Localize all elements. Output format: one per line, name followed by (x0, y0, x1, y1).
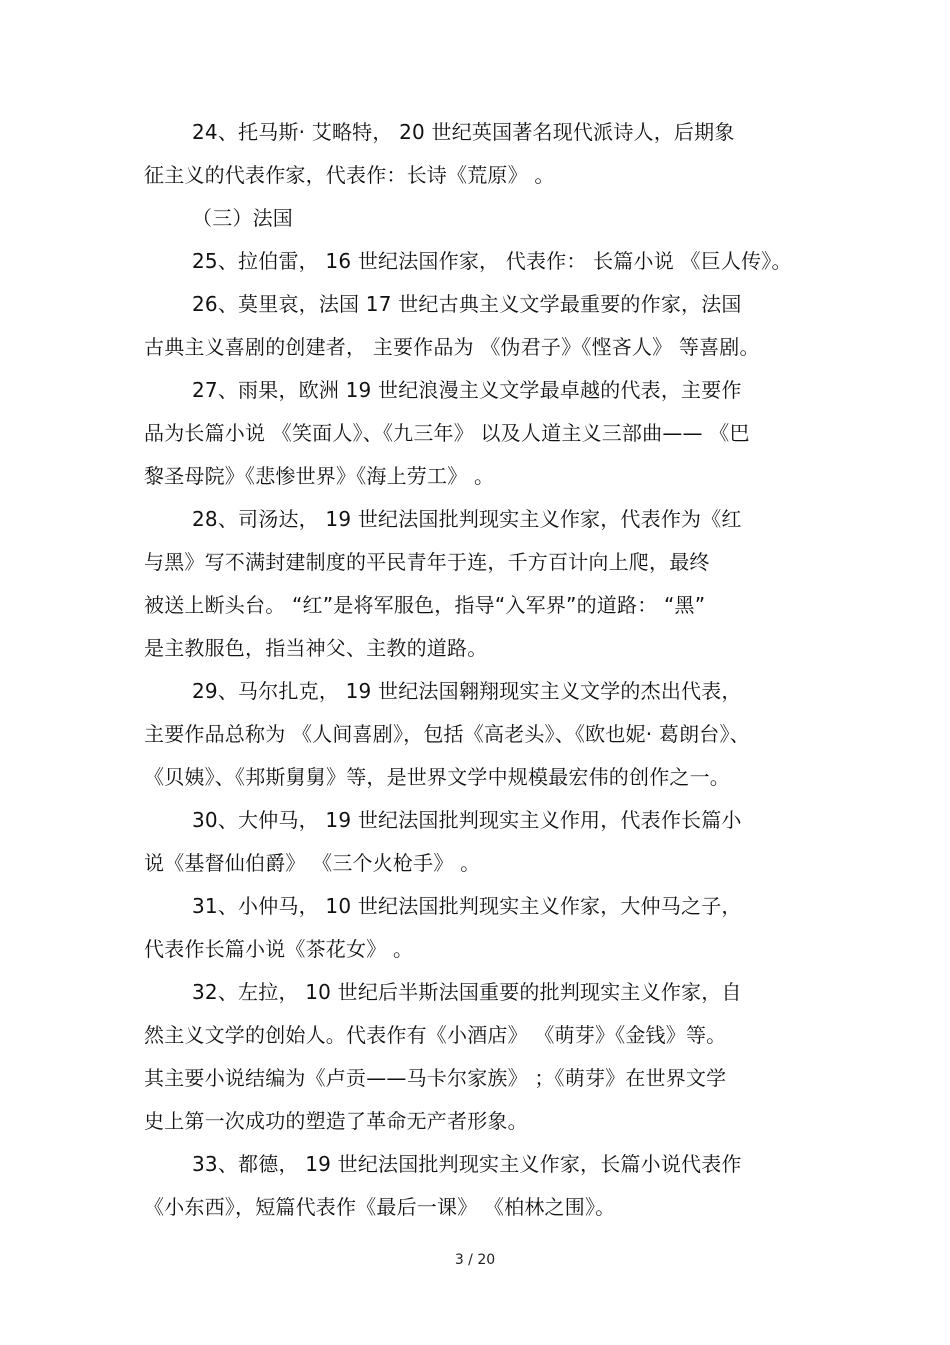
text-line-28a: 28、司汤达， 19 世纪法国批判现实主义作家，代表作为《红 (192, 507, 742, 531)
text-line-25: 25、拉伯雷， 16 世纪法国作家， 代表作： 长篇小说 《巨人传》。 (192, 249, 792, 273)
text-line-24a: 24、托马斯· 艾略特， 20 世纪英国著名现代派诗人，后期象 (192, 120, 735, 144)
text-line-32b: 然主义文学的创始人。代表作有《小酒店》 《萌芽》《金钱》等。 (144, 1023, 727, 1047)
text-line-28d: 是主教服色，指当神父、主教的道路。 (144, 636, 488, 660)
text-line-31b: 代表作长篇小说《茶花女》 。 (144, 937, 414, 961)
text-line-31a: 31、小仲马， 10 世纪法国批判现实主义作家，大仲马之子， (192, 894, 742, 918)
section-heading-france: （三）法国 (192, 206, 293, 230)
text-line-32a: 32、左拉， 10 世纪后半斯法国重要的批判现实主义作家，自 (192, 980, 742, 1004)
text-line-28c: 被送上断头台。 “红”是将军服色，指导“入军界”的道路： “黑” (144, 593, 706, 617)
text-line-28b: 与黑》写不满封建制度的平民青年于连，千方百计向上爬，最终 (144, 550, 710, 574)
text-line-33b: 《小东西》，短篇代表作《最后一课》 《柏林之围》。 (144, 1195, 616, 1219)
text-line-29c: 《贝姨》、《邦斯舅舅》等，是世界文学中规模最宏伟的创作之一。 (144, 765, 730, 789)
text-line-29a: 29、马尔扎克， 19 世纪法国翱翔现实主义文学的杰出代表， (192, 679, 742, 703)
text-line-24b: 征主义的代表作家，代表作：长诗《荒原》 。 (144, 163, 555, 187)
text-line-26a: 26、莫里哀，法国 17 世纪古典主义文学最重要的作家，法国 (192, 292, 742, 316)
text-line-27c: 黎圣母院》《悲惨世界》《海上劳工》 。 (144, 464, 495, 488)
text-line-33a: 33、都德， 19 世纪法国批判现实主义作家，长篇小说代表作 (192, 1152, 742, 1176)
text-line-27a: 27、雨果，欧洲 19 世纪浪漫主义文学最卓越的代表，主要作 (192, 378, 742, 402)
text-line-27b: 品为长篇小说 《笑面人》、《九三年》 以及人道主义三部曲—— 《巴 (144, 421, 750, 445)
page-number: 3 / 20 (454, 1252, 496, 1268)
text-line-32d: 史上第一次成功的塑造了革命无产者形象。 (144, 1109, 528, 1133)
text-line-30a: 30、大仲马， 19 世纪法国批判现实主义作用，代表作长篇小 (192, 808, 742, 832)
text-line-29b: 主要作品总称为 《人间喜剧》，包括《高老头》、《欧也妮· 葛朗台》、 (144, 722, 750, 746)
text-line-32c: 其主要小说结编为《卢贡——马卡尔家族》 ；《萌芽》在世界文学 (144, 1066, 727, 1090)
text-line-30b: 说《基督仙伯爵》 《三个火枪手》 。 (144, 851, 481, 875)
text-line-26b: 古典主义喜剧的创建者， 主要作品为 《伪君子》《悭吝人》 等喜剧。 (144, 335, 760, 359)
